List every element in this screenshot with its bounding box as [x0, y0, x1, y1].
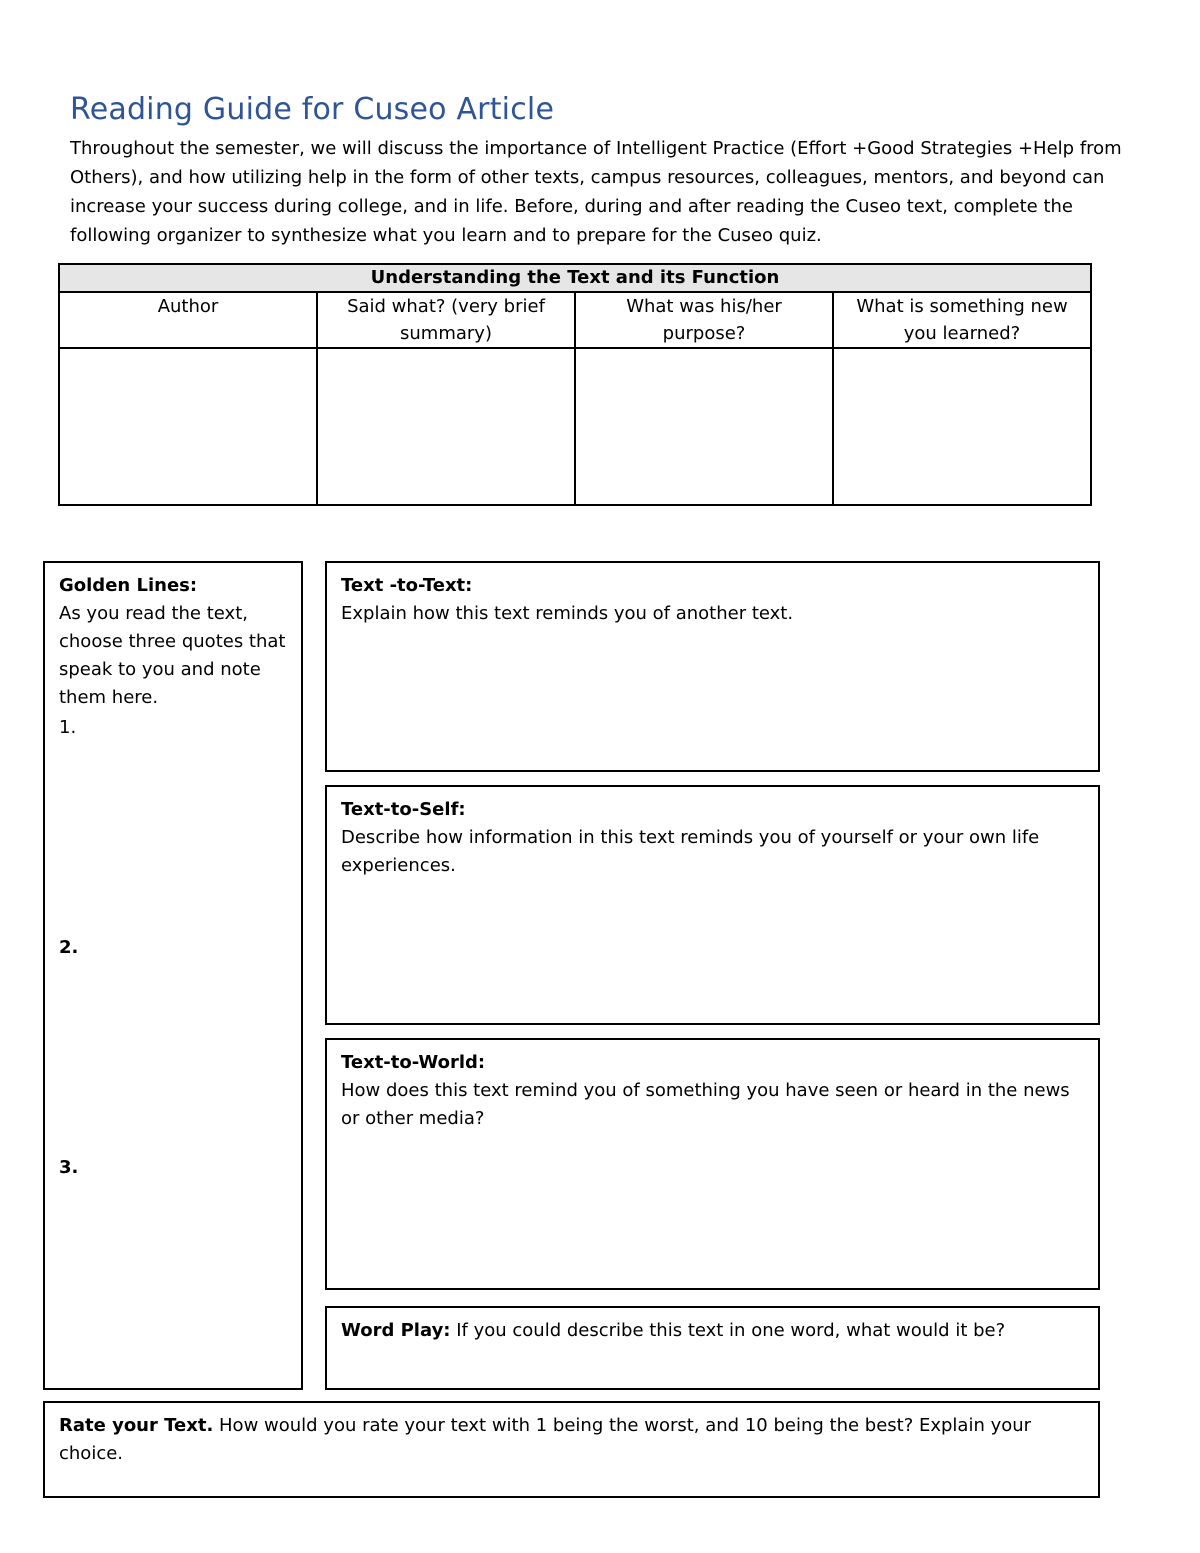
- word-play-box[interactable]: [325, 1306, 1100, 1390]
- intro-paragraph: Throughout the semester, we will discuss the importance of Intelligent Practice (Effort +Good Strategies +Help from Others), and how utilizing help in the form of other texts, campus resources, colleagues, mentors, and beyond can increase your success during college, and in life. Before, during and after reading the Cuseo text, complete the following organizer to synthesize what you learn and to prepare for the Cuseo quiz.: [70, 138, 1122, 246]
- golden-lines-box[interactable]: [43, 561, 303, 1390]
- text-to-self-prompt: Describe how information in this text reminds you of yourself or your own life experiences.: [341, 827, 1040, 876]
- header-author: Author: [59, 292, 317, 348]
- cell-purpose[interactable]: [575, 348, 833, 505]
- quote-number-2: 2.: [59, 937, 79, 958]
- text-to-text-box[interactable]: [325, 561, 1100, 772]
- table-caption: Understanding the Text and its Function: [59, 264, 1091, 292]
- text-to-world-box[interactable]: [325, 1038, 1100, 1290]
- text-to-self-heading: Text-to-Self:: [341, 799, 466, 820]
- rate-text-box[interactable]: [43, 1401, 1100, 1498]
- golden-lines-heading: Golden Lines:: [59, 575, 198, 596]
- header-purpose: What was his/her purpose?: [575, 292, 833, 348]
- cell-author[interactable]: [59, 348, 317, 505]
- cell-learned[interactable]: [833, 348, 1091, 505]
- quote-number-3: 3.: [59, 1157, 79, 1178]
- word-play-heading: Word Play:: [341, 1320, 451, 1341]
- text-to-world-heading: Text-to-World:: [341, 1052, 486, 1073]
- understanding-table: [58, 263, 1092, 506]
- text-to-world-prompt: How does this text remind you of something you have seen or heard in the news or other media?: [341, 1080, 1070, 1129]
- text-to-text-prompt: Explain how this text reminds you of another text.: [341, 603, 794, 624]
- cell-said-what[interactable]: [317, 348, 575, 505]
- rate-text-prompt: How would you rate your text with 1 being the worst, and 10 being the best? Explain your choice.: [59, 1415, 1032, 1464]
- header-said-what: Said what? (very brief summary): [317, 292, 575, 348]
- header-learned: What is something new you learned?: [833, 292, 1091, 348]
- text-to-text-heading: Text -to-Text:: [341, 575, 473, 596]
- word-play-prompt: If you could describe this text in one word, what would it be?: [450, 1320, 1006, 1341]
- text-to-self-box[interactable]: [325, 785, 1100, 1025]
- quote-number-1: 1.: [59, 717, 77, 738]
- golden-lines-instructions: As you read the text, choose three quotes that speak to you and note them here.: [59, 603, 286, 708]
- page-title: Reading Guide for Cuseo Article: [70, 92, 555, 127]
- rate-text-heading: Rate your Text.: [59, 1415, 214, 1436]
